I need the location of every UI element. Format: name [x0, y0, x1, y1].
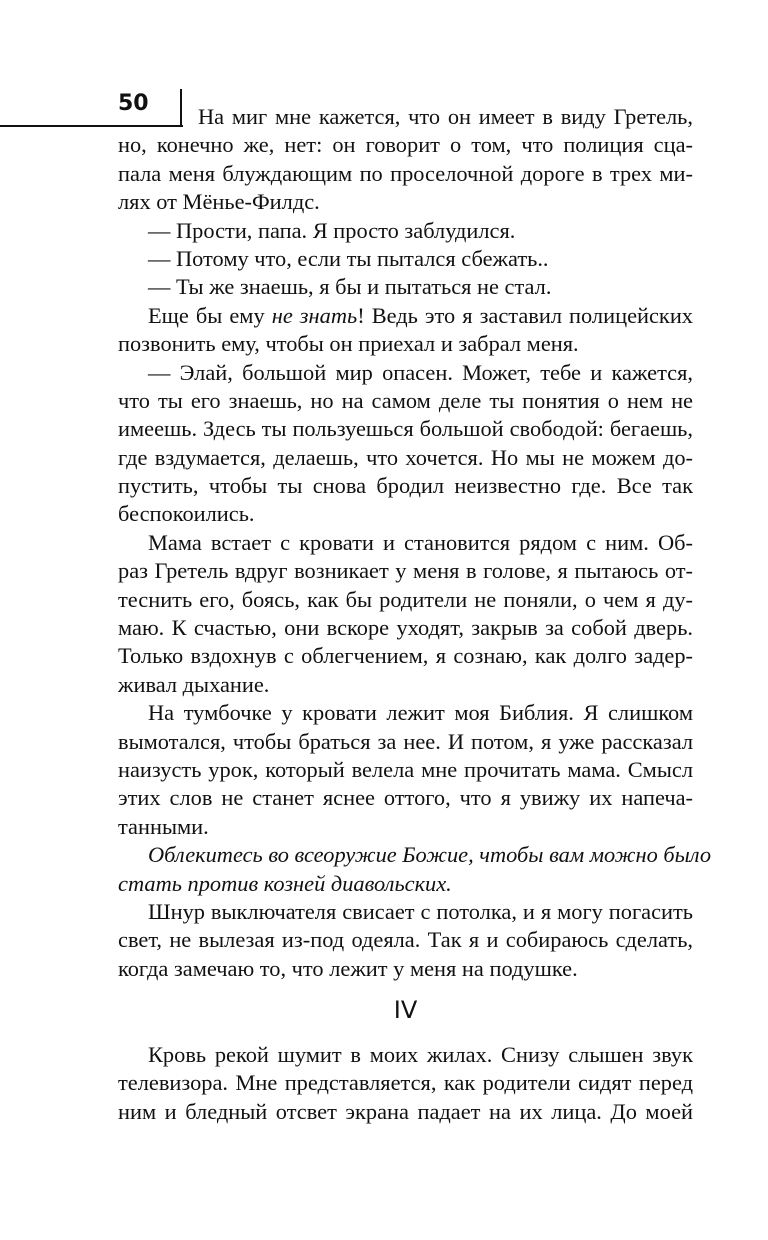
text-run: Еще бы ему — [148, 302, 265, 328]
text-line: где вздумается, делаешь, что хочется. Но мы не можем до- — [118, 444, 693, 470]
text-line: этих слов не станет яснее оттого, что я увижу их напеча- — [118, 785, 693, 811]
text-line: На тумбочке у кровати лежит моя Библия. Я слишком — [148, 700, 693, 726]
text-line: пала меня блуждающим по проселочной дороге в трех ми- — [118, 160, 693, 186]
dialogue-line: — Элай, большой мир опасен. Может, тебе и кажется, — [148, 359, 693, 385]
body-text — [118, 103, 712, 983]
text-line: свет, не вылезая из-под одеяла. Так я и собираюсь сделать, — [118, 927, 693, 953]
text-line: теснить его, боясь, как бы родители не поняли, о чем я ду- — [118, 586, 693, 612]
text-line: танными. — [118, 813, 209, 839]
section-heading: IV — [393, 996, 418, 1024]
text-run: ! Ведь это я заставил полицейских — [357, 302, 693, 328]
text-line: На миг мне кажется, что он имеет в виду Гретель, — [198, 104, 693, 129]
text-line: что ты его знаешь, но на самом деле ты понятия о нем не — [118, 387, 693, 413]
text-line: когда замечаю то, что лежит у меня на подушке. — [118, 955, 578, 981]
text-line: но, конечно же, нет: он говорит о том, что полиция сца- — [118, 132, 693, 158]
page-number: 50 — [118, 91, 149, 116]
scripture-quote-line: стать против козней диавольских. — [118, 870, 452, 896]
text-line: живал дыхание. — [118, 671, 270, 697]
text-line: Мама встает с кровати и становится рядом с ним. Об- — [148, 529, 693, 555]
dialogue-line: — Ты же знаешь, я бы и пытаться не стал. — [148, 274, 552, 300]
text-line: телевизора. Мне представляется, как родители сидят перед — [118, 1070, 693, 1096]
text-line: наизусть урок, который велела мне прочитать мама. Смысл — [118, 756, 693, 782]
text-line: беспокоились. — [118, 501, 255, 527]
text-line: маю. К счастью, они вскоре уходят, закрыв за собой дверь. — [118, 615, 693, 641]
emphasis-text: не знать — [271, 302, 358, 328]
dialogue-line: — Потому что, если ты пытался сбежать.. — [148, 245, 549, 271]
text-line: имеешь. Здесь ты пользуешься большой свободой: бегаешь, — [118, 416, 693, 442]
text-line: вымотался, чтобы браться за нее. И потом, я уже рассказал — [118, 728, 693, 754]
dialogue-line: — Прости, папа. Я просто заблудился. — [148, 217, 516, 243]
text-line: Только вздохнув с облегчением, я сознаю, как долго задер- — [118, 643, 693, 669]
text-line: позвонить ему, чтобы он приехал и забрал меня. — [118, 331, 579, 357]
body-text-section-iv — [118, 1041, 693, 1126]
text-line: раз Гретель вдруг возникает у меня в голове, я пытаюсь от- — [118, 558, 693, 584]
text-line: Кровь рекой шумит в моих жилах. Снизу слышен звук — [148, 1042, 693, 1067]
text-line-mixed — [118, 302, 693, 330]
text-line: ним и бледный отсвет экрана падает на их лица. До моей — [118, 1098, 693, 1124]
text-line: лях от Мёнье-Филдс. — [118, 189, 320, 215]
scripture-quote-line: Облекитесь во всеоружие Божие, чтобы вам можно было — [148, 842, 712, 868]
text-line: пустить, чтобы ты снова бродил неизвестно где. Все так — [118, 473, 693, 499]
text-line: Шнур выключателя свисает с потолка, и я могу погасить — [148, 898, 693, 924]
